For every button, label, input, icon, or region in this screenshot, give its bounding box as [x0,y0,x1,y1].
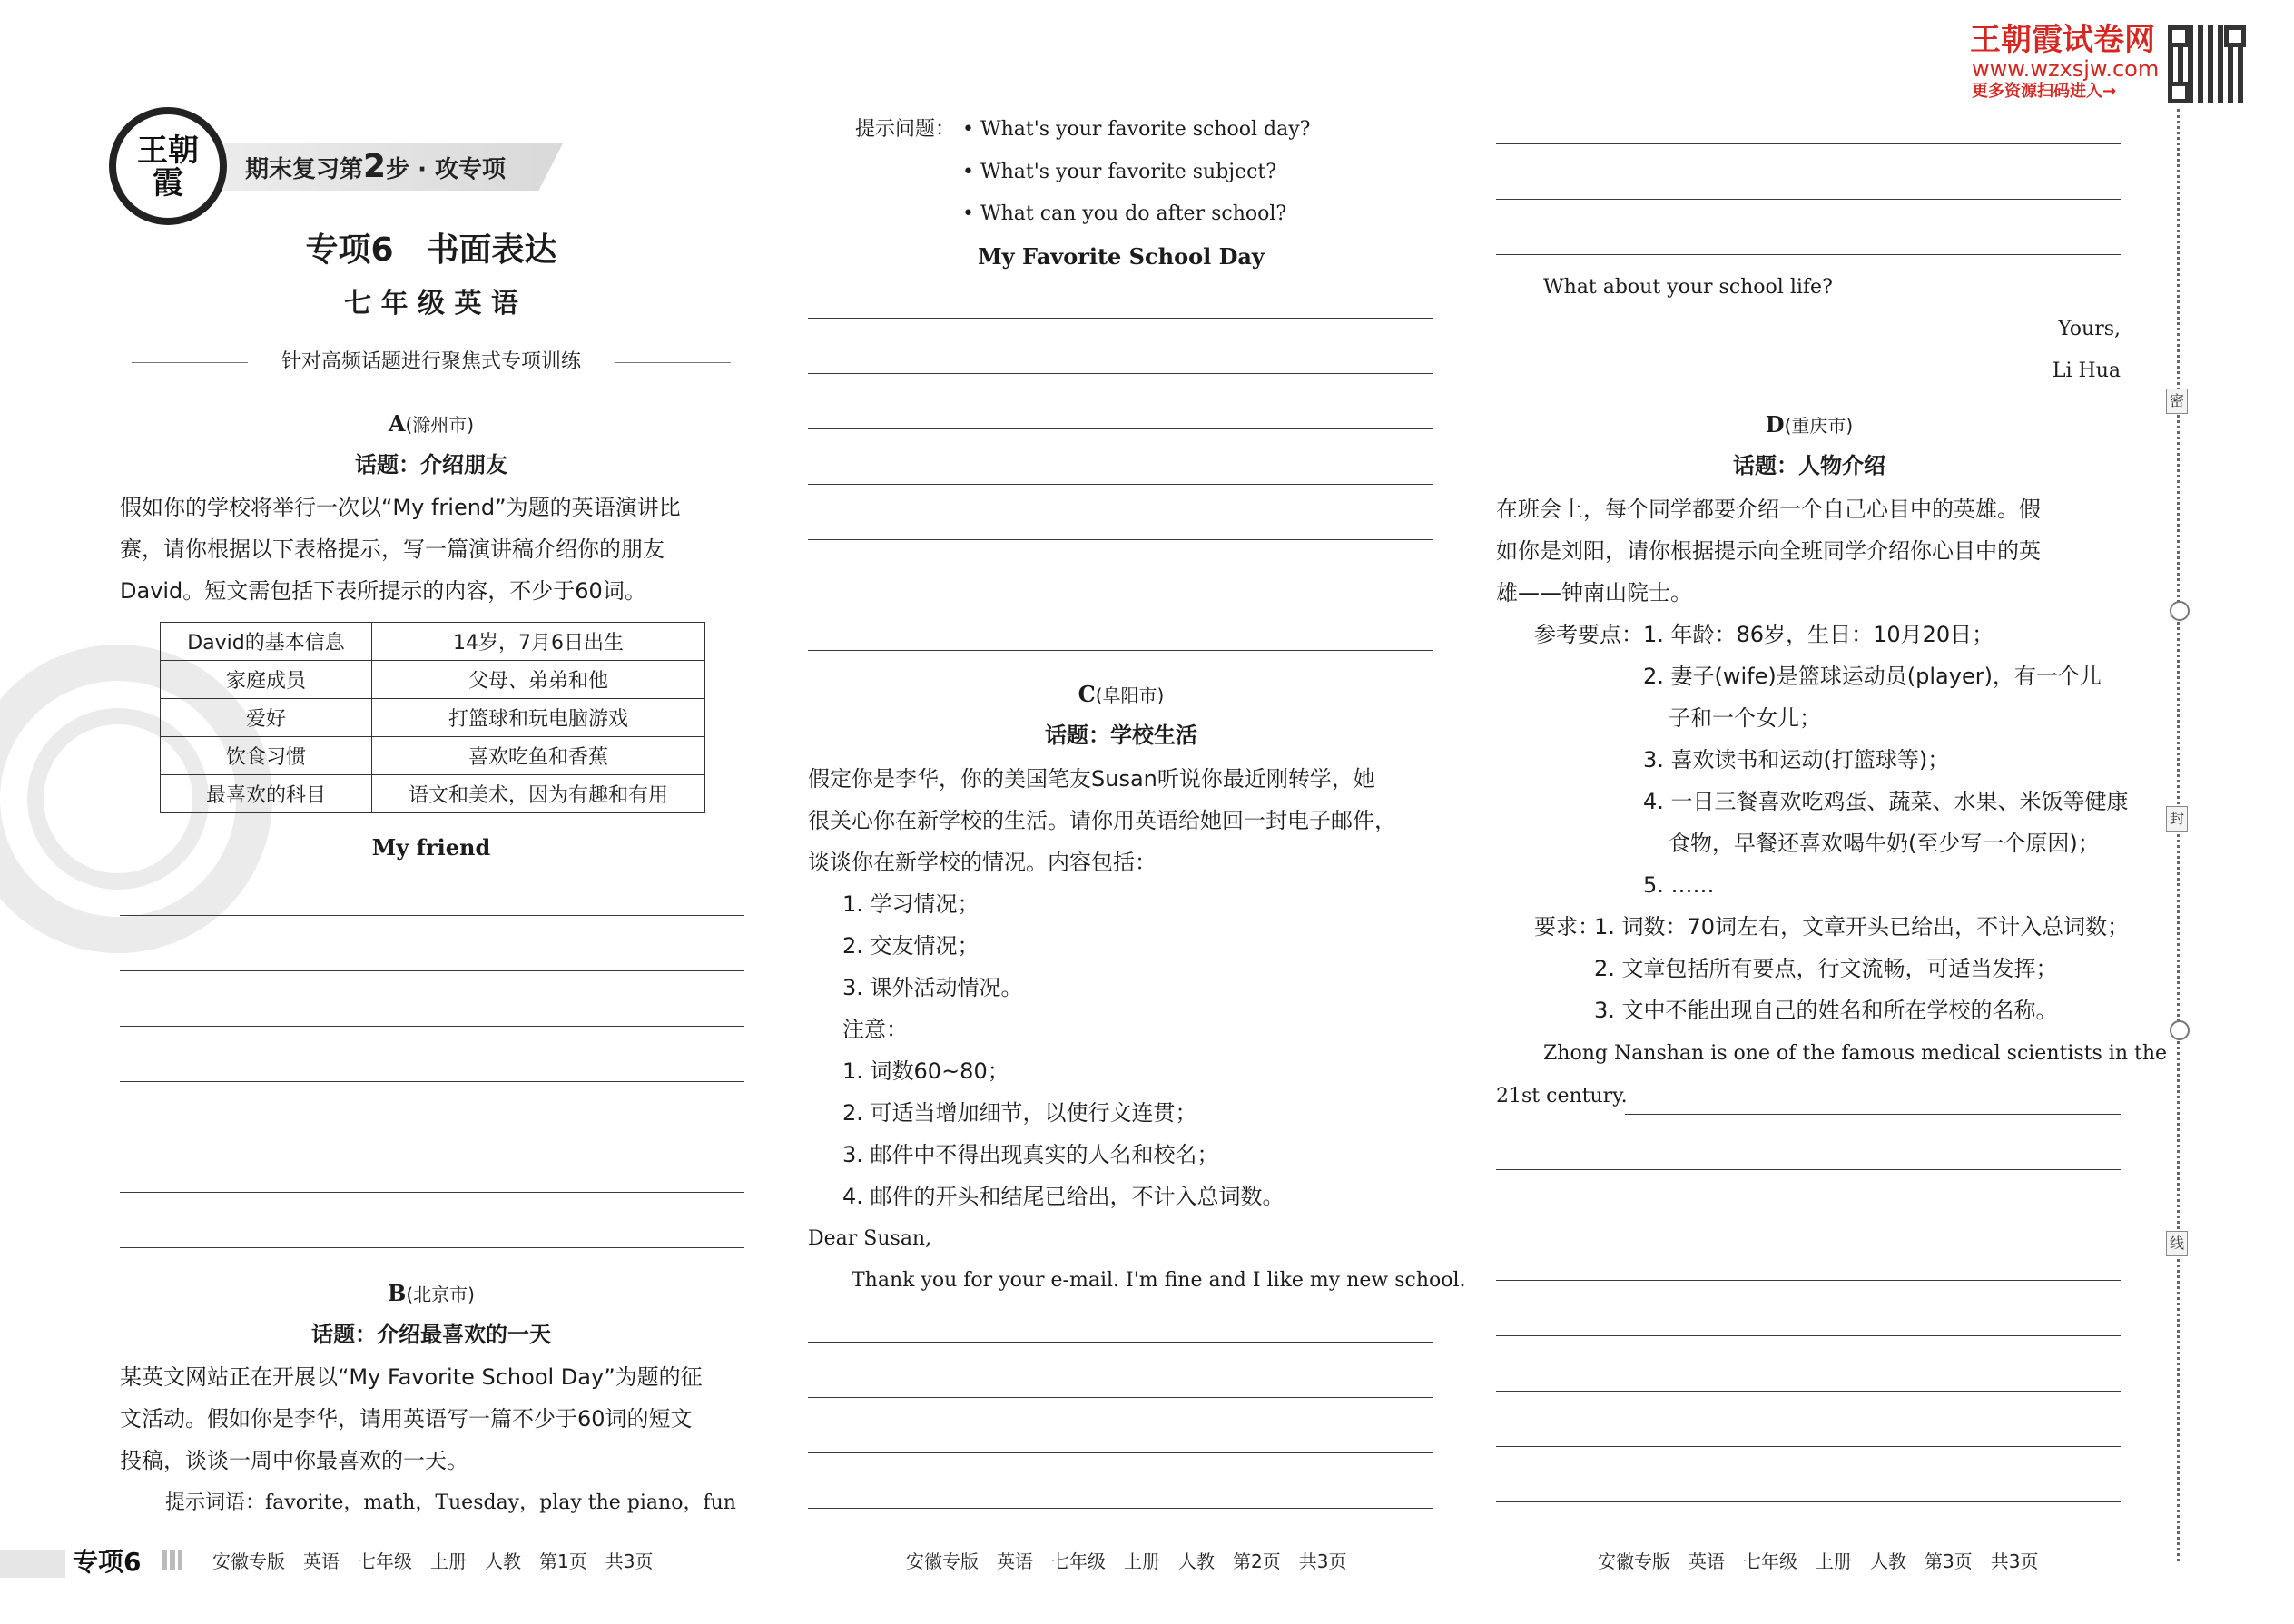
binding-mark: 封 [2166,806,2188,832]
section-a-para-line: 赛，请你根据以下表格提示，写一篇演讲稿介绍你的朋友 [120,536,665,562]
brand-logo-text: 王朝霞 [137,133,199,202]
section-c-note-item: 3. 邮件中不得出现真实的人名和校名； [842,1142,1219,1167]
qr-finder [2168,25,2190,47]
section-c-note-item: 4. 邮件的开头和结尾已给出，不计入总词数。 [842,1184,1285,1209]
answer-line[interactable] [808,1508,1433,1509]
answer-line[interactable] [808,1397,1433,1398]
section-d-points-label: 参考要点： [1534,622,1643,647]
section-c-content-item: 2. 交友情况； [842,933,980,959]
section-a-topic: 话题：介绍朋友 [355,452,507,477]
section-c-para-line: 假定你是李华，你的美国笔友Susan听说你最近刚转学，她 [808,766,1375,792]
footer-page-2: 安徽专版 英语 七年级 上册 人教 第2页 共3页 [906,1550,1347,1572]
section-a-para-line: David。短文需包括下表所提示的内容，不少于60词。 [120,578,646,604]
header-banner [245,148,507,186]
banner-suffix: 步 · 攻专项 [386,156,507,183]
answer-line[interactable] [808,539,1433,540]
table-value: 父母、弟弟和他 [372,661,705,699]
section-a-para-line: 假如你的学校将举行一次以“My friend”为题的英语演讲比 [120,495,681,520]
section-a-label: A [388,410,406,437]
footer-label: 专项6 [73,1547,142,1577]
answer-line[interactable] [808,1342,1433,1343]
answer-line[interactable] [1496,1501,2121,1502]
section-b-hint-q-label: 提示问题： [855,118,956,141]
section-c-opening: Thank you for your e-mail. I'm fine and I like my new school. [852,1269,1466,1292]
page-subtitle: 七 年 级 英 语 [344,288,518,320]
section-b-hint-question: • What's your favorite subject? [962,161,1277,183]
section-b-city: (北京市) [406,1284,475,1305]
section-d-point: 1. 年龄：86岁，生日：10月20日； [1643,622,1994,647]
answer-line[interactable] [1496,1446,2121,1447]
section-d-point: 食物，早餐还喜欢喝牛奶(至少写一个原因)； [1669,831,2100,856]
table-key: 饮食习惯 [161,737,372,775]
section-d-para-line: 如你是刘阳，请你根据提示向全班同学介绍你心目中的英 [1496,538,2041,564]
section-c-para-line: 很关心你在新学校的生活。请你用英语给她回一封电子邮件， [808,808,1396,833]
section-d-para-line: 雄——钟南山院士。 [1496,580,1692,605]
section-c-para-line: 谈谈你在新学校的情况。内容包括： [808,850,1157,875]
table-value: 喜欢吃鱼和香蕉 [372,737,705,775]
section-c-label: C [1078,681,1096,707]
binding-hole-icon [2170,601,2190,621]
brand-logo [109,107,227,225]
answer-line[interactable] [808,650,1433,651]
section-d-start-line: Zhong Nanshan is one of the famous medical scientists in the [1543,1042,2168,1065]
section-d-topic: 话题：人物介绍 [1733,453,1885,478]
brand-name: 王朝霞试卷网 [1970,22,2155,58]
section-d-point: 2. 妻子(wife)是篮球运动员(player)，有一个儿 [1643,664,2102,689]
table-value: 14岁，7月6日出生 [372,623,705,661]
footer-pattern-icon [162,1550,182,1570]
section-b-hint-question: • What can you do after school? [962,202,1287,225]
answer-line[interactable] [1496,254,2121,255]
section-d-requirement: 1. 词数：70词左右，文章开头已给出，不计入总词数； [1594,914,2130,940]
footer-page-1: 安徽专版 英语 七年级 上册 人教 第1页 共3页 [212,1550,654,1572]
section-d-req-label: 要求： [1534,914,1600,940]
qr-code-icon[interactable] [2168,25,2246,103]
section-d-point: 5. …… [1643,872,1715,898]
answer-line[interactable] [1496,199,2121,200]
section-b-hint-question: • What's your favorite school day? [962,118,1311,141]
section-d-heading [1632,411,1986,439]
section-c-closing-question: What about your school life? [1543,276,1833,299]
footer-bar [0,1550,65,1578]
table-key: 最喜欢的科目 [161,775,372,813]
answer-line[interactable] [808,484,1433,485]
brand-url[interactable]: www.wzxsjw.com [1972,56,2160,82]
section-c-note-label: 注意： [842,1017,908,1042]
page-title: 专项6 书面表达 [305,231,557,269]
banner-prefix: 期末复习第 [245,156,364,183]
answer-line[interactable] [1496,1391,2121,1392]
answer-line[interactable] [120,915,744,916]
section-b-topic: 话题：介绍最喜欢的一天 [311,1322,551,1347]
section-a-heading [254,410,608,438]
binding-dotted-line [2177,109,2180,1561]
tagline-rule-right [615,362,731,363]
answer-line[interactable] [120,1026,744,1027]
section-c-salutation: Dear Susan, [808,1227,932,1250]
binding-mark: 线 [2166,1231,2188,1256]
answer-line[interactable] [808,318,1433,319]
answer-line[interactable] [808,428,1433,429]
section-b-label: B [388,1280,407,1306]
section-d-para-line: 在班会上，每个同学都要介绍一个自己心目中的英雄。假 [1496,497,2041,522]
answer-line[interactable] [120,1247,744,1248]
section-d-point: 子和一个女儿； [1669,705,1821,731]
section-d-start-line: 21st century. [1496,1085,1628,1107]
section-b-para-line: 投稿，谈谈一周中你最喜欢的一天。 [120,1448,468,1473]
answer-line[interactable] [808,373,1433,374]
section-d-point: 3. 喜欢读书和运动(打篮球等)； [1643,747,1950,773]
brand-tagline: 更多资源扫码进入→ [1972,82,2117,101]
section-c-signature: Li Hua [2052,359,2121,382]
table-row [161,623,705,661]
table-value: 语文和美术，因为有趣和有用 [372,775,705,813]
section-b-heading [254,1280,608,1308]
table-row [161,699,705,737]
section-d-point: 4. 一日三餐喜欢吃鸡蛋、蔬菜、水果、米饭等健康 [1643,789,2129,814]
answer-line[interactable] [1496,1335,2121,1336]
table-row [161,661,705,699]
answer-line[interactable] [1496,143,2121,144]
answer-line[interactable] [808,1452,1433,1453]
section-a-city: (滁州市) [405,414,475,436]
qr-finder [2224,25,2246,47]
section-c-city: (阜阳市) [1095,684,1165,706]
david-info-table [160,622,705,813]
section-c-topic: 话题：学校生活 [1045,723,1197,748]
section-c-sign-off: Yours, [2058,318,2121,340]
table-key: 爱好 [161,699,372,737]
tagline-rule-left [132,362,248,363]
section-d-requirement: 3. 文中不能出现自己的姓名和所在学校的名称。 [1594,998,2058,1023]
answer-line[interactable] [120,970,744,971]
section-c-content-item: 1. 学习情况； [842,891,980,917]
page-tagline: 针对高频话题进行聚焦式专项训练 [281,350,581,373]
section-b-essay-title: My Favorite School Day [978,243,1265,270]
section-c-heading [944,681,1298,709]
section-a-essay-title: My friend [371,834,491,861]
answer-line[interactable] [120,1081,744,1082]
table-row [161,737,705,775]
section-c-content-item: 3. 课外活动情况。 [842,975,1023,1000]
section-d-requirement: 2. 文章包括所有要点，行文流畅，可适当发挥； [1594,956,2058,981]
answer-line[interactable] [1625,1114,2121,1115]
section-c-note-item: 1. 词数60~80； [842,1058,1009,1084]
footer-page-3: 安徽专版 英语 七年级 上册 人教 第3页 共3页 [1598,1550,2039,1572]
banner-step-number: 2 [363,148,387,185]
table-value: 打篮球和玩电脑游戏 [372,699,705,737]
answer-line[interactable] [120,1192,744,1193]
section-b-hint-words: 提示词语：favorite，math，Tuesday，play the piano，fun [165,1491,736,1514]
table-row [161,775,705,813]
section-c-note-item: 2. 可适当增加细节，以使行文连贯； [842,1100,1197,1126]
table-key: 家庭成员 [161,661,372,699]
table-key: David的基本信息 [161,623,372,661]
binding-hole-icon [2170,1020,2190,1040]
section-d-city: (重庆市) [1784,415,1854,437]
answer-line[interactable] [1496,1169,2121,1170]
qr-finder [2168,82,2190,103]
binding-mark: 密 [2166,389,2188,414]
section-d-label: D [1765,411,1785,438]
answer-line[interactable] [1496,1280,2121,1281]
section-b-para-line: 某英文网站正在开展以“My Favorite School Day”为题的征 [120,1364,703,1390]
section-b-para-line: 文活动。假如你是李华，请用英语写一篇不少于60词的短文 [120,1406,693,1432]
